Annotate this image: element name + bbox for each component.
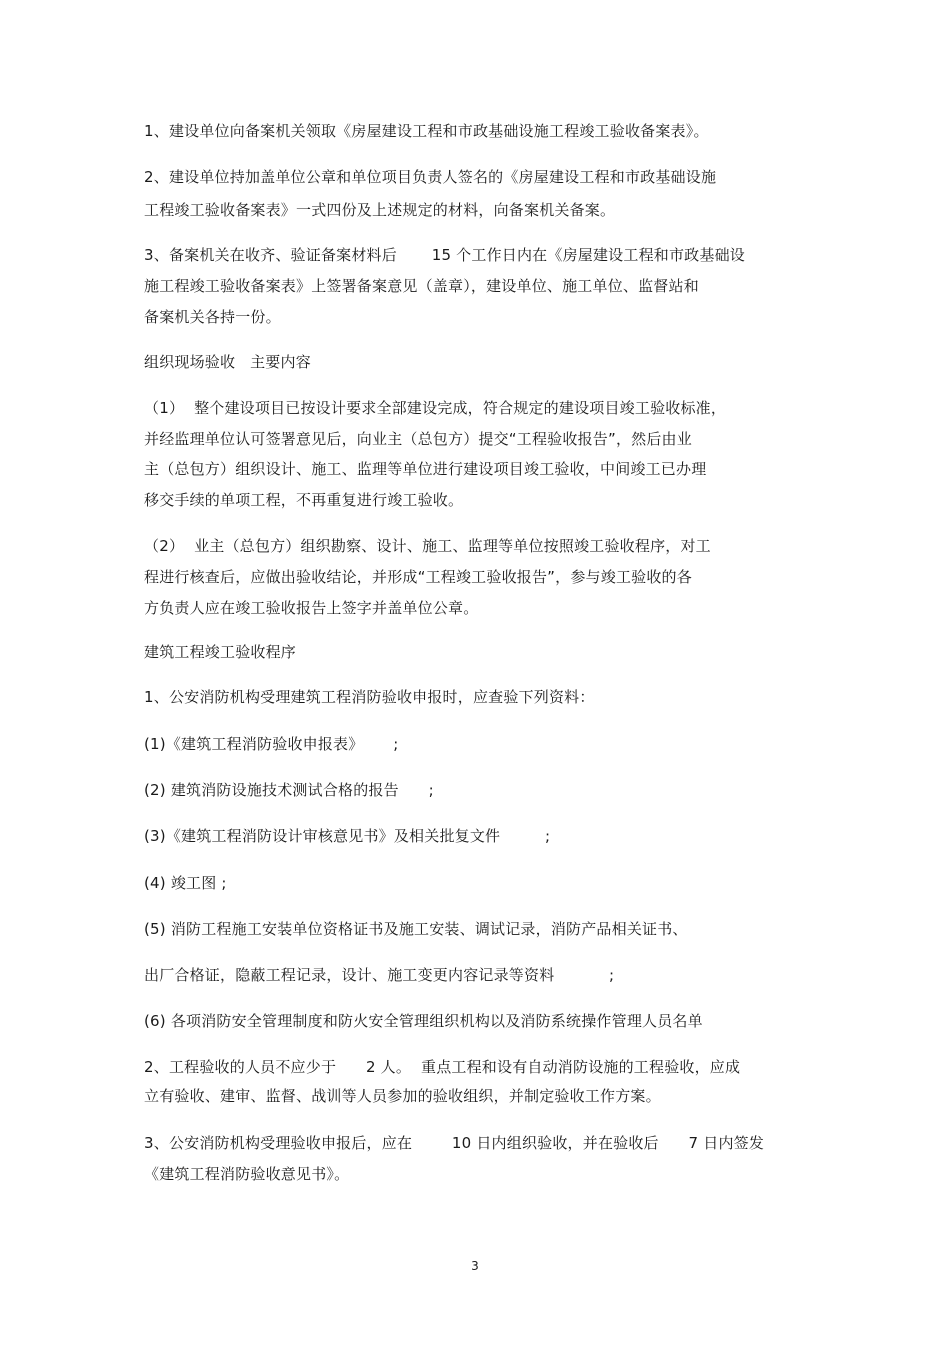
text-line: 3、公安消防机构受理验收申报后，应在 10 日内组织验收，并在验收后 7 日内签发 <box>144 1134 765 1152</box>
text-line: 并经监理单位认可签署意见后，向业主（总包方）提交“工程验收报告”，然后由业 <box>144 430 692 448</box>
text-line: 工程竣工验收备案表》一式四份及上述规定的材料，向备案机关备案。 <box>144 201 616 219</box>
list-item: (2) 建筑消防设施技术测试合格的报告 ; <box>144 781 434 799</box>
text-line: 《建筑工程消防验收意见书》。 <box>144 1165 350 1183</box>
text-line: 方负责人应在竣工验收报告上签字并盖单位公章。 <box>144 599 479 617</box>
text-line: 程进行核查后，应做出验收结论，并形成“工程竣工验收报告”，参与竣工验收的各 <box>144 568 692 586</box>
text-line: 2、工程验收的人员不应少于 2 人。 重点工程和设有自动消防设施的工程验收，应成 <box>144 1058 741 1076</box>
list-item: (4) 竣工图 ; <box>144 874 227 892</box>
list-item: (6) 各项消防安全管理制度和防火安全管理组织机构以及消防系统操作管理人员名单 <box>144 1012 703 1030</box>
page-number: 3 <box>471 1259 479 1273</box>
list-item: (5) 消防工程施工安装单位资格证书及施工安装、调试记录，消防产品相关证书、 <box>144 920 688 938</box>
text-line: （2） 业主（总包方）组织勘察、设计、施工、监理等单位按照竣工验收程序，对工 <box>144 537 711 555</box>
text-line: 立有验收、建审、监督、战训等人员参加的验收组织，并制定验收工作方案。 <box>144 1087 661 1105</box>
text-line: 3、备案机关在收齐、验证备案材料后 15 个工作日内在《房屋建设工程和市政基础设 <box>144 246 745 264</box>
text-line: 2、建设单位持加盖单位公章和单位项目负责人签名的《房屋建设工程和市政基础设施 <box>144 168 717 186</box>
text-line: 备案机关各持一份。 <box>144 308 281 326</box>
section-heading: 建筑工程竣工验收程序 <box>144 643 297 661</box>
list-item: (3)《建筑工程消防设计审核意见书》及相关批复文件 ; <box>144 827 551 845</box>
text-line: 出厂合格证，隐蔽工程记录，设计、施工变更内容记录等资料 ; <box>144 966 615 984</box>
text-line: （1） 整个建设项目已按设计要求全部建设完成，符合规定的建设项目竣工验收标准， <box>144 399 727 417</box>
text-line: 1、建设单位向备案机关领取《房屋建设工程和市政基础设施工程竣工验收备案表》。 <box>144 122 709 140</box>
text-line: 移交手续的单项工程，不再重复进行竣工验收。 <box>144 491 464 509</box>
section-heading: 组织现场验收 主要内容 <box>144 353 311 371</box>
text-line: 1、公安消防机构受理建筑工程消防验收申报时，应查验下列资料： <box>144 688 595 706</box>
text-line: 主（总包方）组织设计、施工、监理等单位进行建设项目竣工验收，中间竣工已办理 <box>144 460 707 478</box>
text-line: 施工程竣工验收备案表》上签署备案意见（盖章），建设单位、施工单位、监督站和 <box>144 277 699 295</box>
list-item: (1)《建筑工程消防验收申报表》 ; <box>144 735 399 753</box>
